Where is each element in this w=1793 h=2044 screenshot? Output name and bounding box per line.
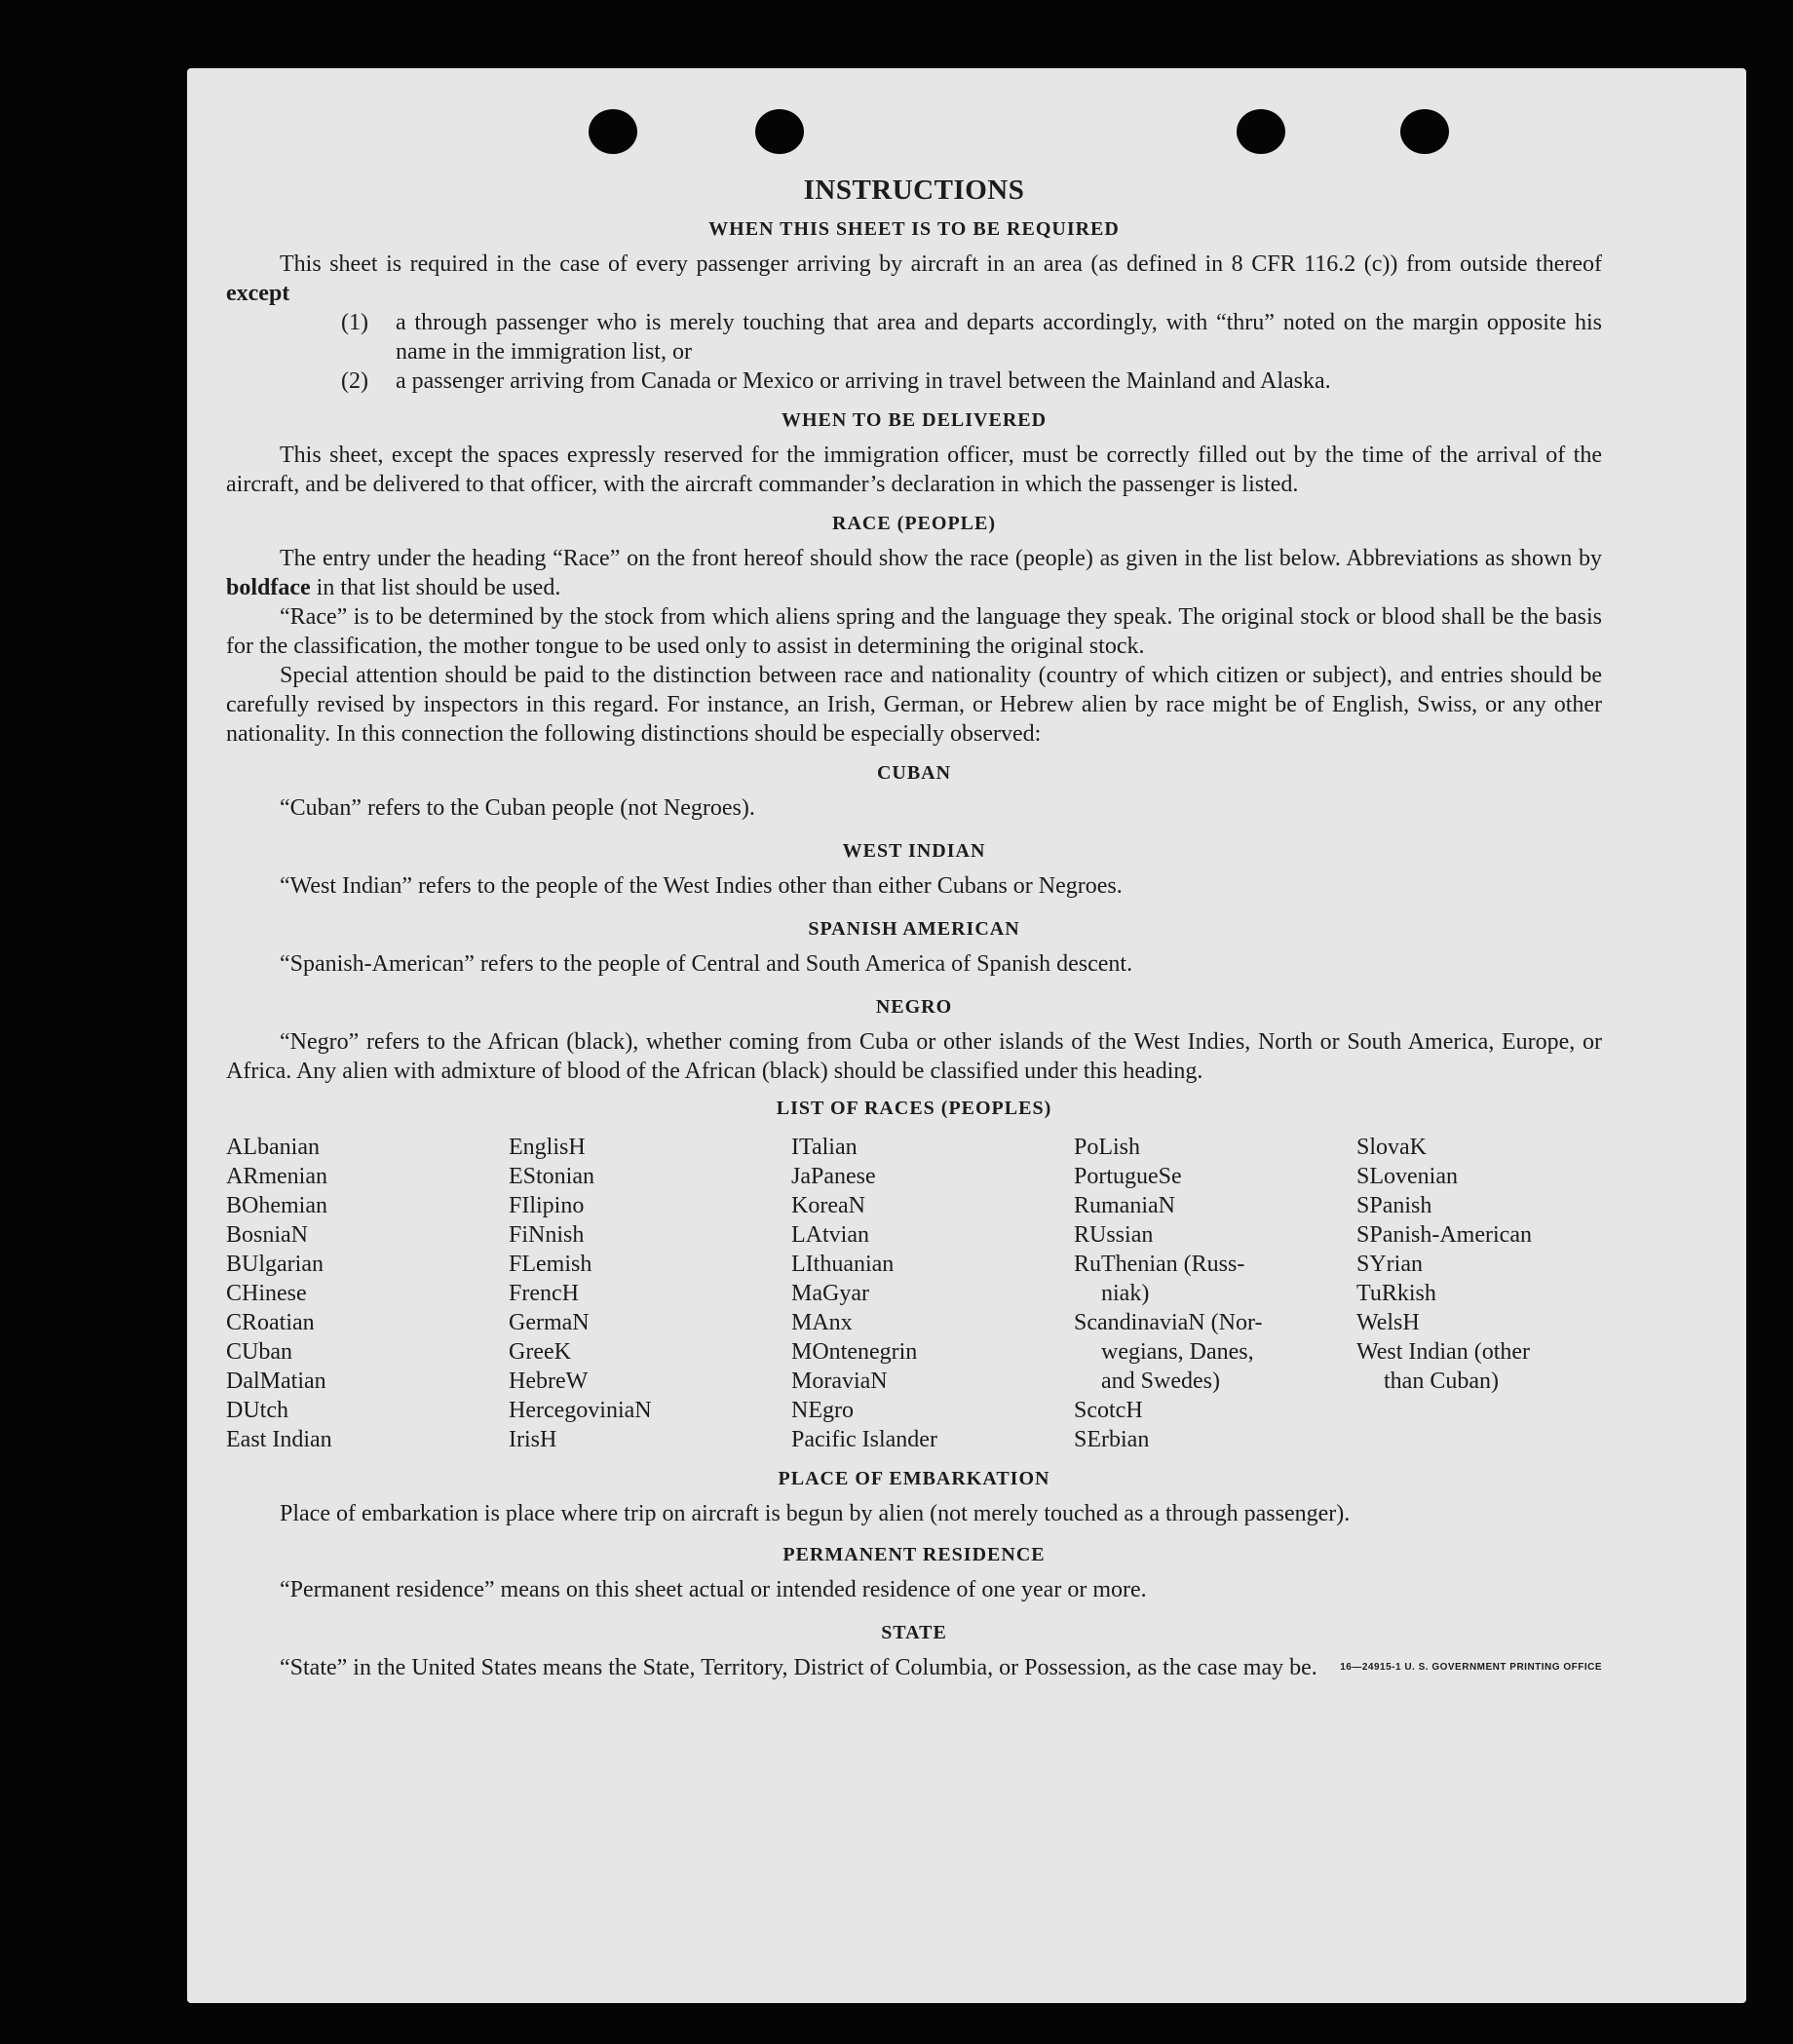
section-heading-west-indian: WEST INDIAN [842, 840, 986, 862]
race-entry: ALbanian [226, 1135, 320, 1160]
race-entry: ScotcH [1074, 1398, 1143, 1423]
instruction-sheet [187, 68, 1746, 2003]
race-entry: LIthuanian [791, 1252, 895, 1277]
section-heading-state: STATE [881, 1622, 947, 1643]
race-column-2 [509, 1133, 791, 1454]
race-paragraph-3: Special attention should be paid to the distinction between race and nationality (country of which citizen or subject), and entries should be carefully revised by inspectors in this regard. For instance, an Irish, German, or Hebrew alien by race might be of English, Swiss, or any other nationality. In this connection the following distinctions should be especially observed: [226, 663, 1602, 747]
item-text: a passenger arriving from Canada or Mexico or arriving in travel between the Mainland and Alaska. [396, 368, 1331, 394]
race-entry-continued: and Swedes) [1101, 1369, 1220, 1394]
exception-item [341, 366, 1602, 396]
race-entry: SPanish [1356, 1193, 1432, 1218]
spanish-american-text: “Spanish-American” refers to the people of Central and South America of Spanish descent. [280, 951, 1133, 977]
item-number: (2) [341, 368, 368, 394]
punch-hole [1400, 109, 1449, 154]
race-entry: EStonian [509, 1164, 594, 1189]
exception-item [341, 308, 1602, 366]
item-text: a through passenger who is merely touching that area and departs accordingly, with “thru” noted on the margin opposite his name in the immigration list, or [396, 310, 1602, 365]
race-paragraph-2: “Race” is to be determined by the stock from which aliens spring and the language they speak. The original stock or blood shall be the basis for the classification, the mother tongue to be used only to assist in determining the original stock. [226, 604, 1602, 659]
page-title: INSTRUCTIONS [803, 174, 1025, 206]
punch-hole [589, 109, 637, 154]
race-list [226, 1133, 1602, 1454]
section-heading-required: WHEN THIS SHEET IS TO BE REQUIRED [708, 218, 1120, 240]
section-heading-spanish-american: SPANISH AMERICAN [808, 918, 1020, 940]
race-entry: LAtvian [791, 1222, 869, 1248]
race-entry: WelsH [1356, 1310, 1420, 1335]
race-entry: HebreW [509, 1369, 589, 1394]
race-entry: PortugueSe [1074, 1164, 1182, 1189]
race-entry: East Indian [226, 1427, 332, 1452]
race-entry: NEgro [791, 1398, 854, 1423]
state-text: “State” in the United States means the State, Territory, District of Columbia, or Possession, as the case may be. [280, 1655, 1317, 1680]
race-entry: EnglisH [509, 1135, 586, 1160]
punch-hole [755, 109, 804, 154]
section-heading-race-list: LIST OF RACES (PEOPLES) [776, 1098, 1052, 1119]
required-intro: This sheet is required in the case of every passenger arriving by aircraft in an area (as defined in 8 CFR 116.2 (c)) from outside thereof except [226, 251, 1602, 306]
residence-text: “Permanent residence” means on this sheet actual or intended residence of one year or more. [280, 1577, 1147, 1602]
race-entry: CUban [226, 1339, 292, 1365]
race-entry: ScandinaviaN (Nor- [1074, 1310, 1263, 1335]
race-entry: ITalian [791, 1135, 858, 1160]
section-heading-delivered: WHEN TO BE DELIVERED [781, 409, 1048, 431]
race-entry: SPanish-American [1356, 1222, 1532, 1248]
race-entry: SLovenian [1356, 1164, 1458, 1189]
cuban-text: “Cuban” refers to the Cuban people (not Negroes). [280, 795, 755, 821]
section-heading-cuban: CUBAN [876, 762, 952, 784]
race-entry: TuRkish [1356, 1281, 1436, 1306]
race-entry: SlovaK [1356, 1135, 1427, 1160]
race-entry: MaGyar [791, 1281, 869, 1306]
section-heading-negro: NEGRO [875, 996, 953, 1018]
race-entry: ARmenian [226, 1164, 327, 1189]
negro-text: “Negro” refers to the African (black), whether coming from Cuba or other islands of the West Indies, North or South America, Europe, or Africa. Any alien with admixture of blood of the African (black) should be classified under this heading. [226, 1029, 1602, 1084]
race-entry: FIlipino [509, 1193, 585, 1218]
race-entry: Pacific Islander [791, 1427, 937, 1452]
race-entry: DUtch [226, 1398, 288, 1423]
race-entry: BOhemian [226, 1193, 327, 1218]
race-column-4 [1074, 1133, 1356, 1454]
race-entry: DalMatian [226, 1369, 326, 1394]
race-entry: PoLish [1074, 1135, 1141, 1160]
race-column-1 [226, 1133, 509, 1454]
printing-office-note: 16—24915-1 U. S. GOVERNMENT PRINTING OFFICE [1340, 1662, 1602, 1673]
race-entry: IrisH [509, 1427, 557, 1452]
section-heading-race: RACE (PEOPLE) [832, 513, 996, 534]
race-entry-continued: than Cuban) [1384, 1369, 1499, 1394]
race-entry: FiNnish [509, 1222, 585, 1248]
race-entry: FLemish [509, 1252, 592, 1277]
race-entry: KoreaN [791, 1193, 865, 1218]
race-entry-continued: niak) [1101, 1281, 1150, 1306]
race-entry: CHinese [226, 1281, 307, 1306]
race-entry: RumaniaN [1074, 1193, 1175, 1218]
race-entry: HercegoviniaN [509, 1398, 652, 1423]
race-entry: BosniaN [226, 1222, 308, 1248]
race-entry: SYrian [1356, 1252, 1423, 1277]
race-entry-continued: wegians, Danes, [1101, 1339, 1254, 1365]
delivered-text: This sheet, except the spaces expressly reserved for the immigration officer, must be correctly filled out by the time of the arrival of the aircraft, and be delivered to that officer, with the aircraft commander’s declaration in which the passenger is listed. [226, 443, 1602, 497]
race-entry: GermaN [509, 1310, 590, 1335]
race-entry: FrencH [509, 1281, 579, 1306]
west-indian-text: “West Indian” refers to the people of the West Indies other than either Cubans or Negroes. [280, 873, 1123, 899]
race-entry: BUlgarian [226, 1252, 324, 1277]
race-entry: MoraviaN [791, 1369, 888, 1394]
embarkation-text: Place of embarkation is place where trip on aircraft is begun by alien (not merely touched as a through passenger). [280, 1501, 1351, 1526]
race-entry: MOntenegrin [791, 1339, 918, 1365]
section-heading-embarkation: PLACE OF EMBARKATION [778, 1468, 1050, 1489]
sheet-content [226, 175, 1602, 1682]
state-block [226, 1653, 1602, 1682]
race-entry: West Indian (other [1356, 1339, 1531, 1365]
race-entry: CRoatian [226, 1310, 315, 1335]
race-entry: SErbian [1074, 1427, 1150, 1452]
race-paragraph-1: The entry under the heading “Race” on the front hereof should show the race (people) as given in the list below. Abbreviations as shown by boldface in that list should be used. [226, 546, 1602, 600]
race-entry: RuThenian (Russ- [1074, 1252, 1245, 1277]
item-number: (1) [341, 310, 368, 335]
race-column-5 [1356, 1133, 1610, 1454]
race-entry: RUssian [1074, 1222, 1154, 1248]
punch-hole [1237, 109, 1285, 154]
section-heading-residence: PERMANENT RESIDENCE [782, 1544, 1046, 1565]
race-entry: JaPanese [791, 1164, 876, 1189]
race-column-3 [791, 1133, 1074, 1454]
race-entry: MAnx [791, 1310, 853, 1335]
race-entry: GreeK [509, 1339, 571, 1365]
